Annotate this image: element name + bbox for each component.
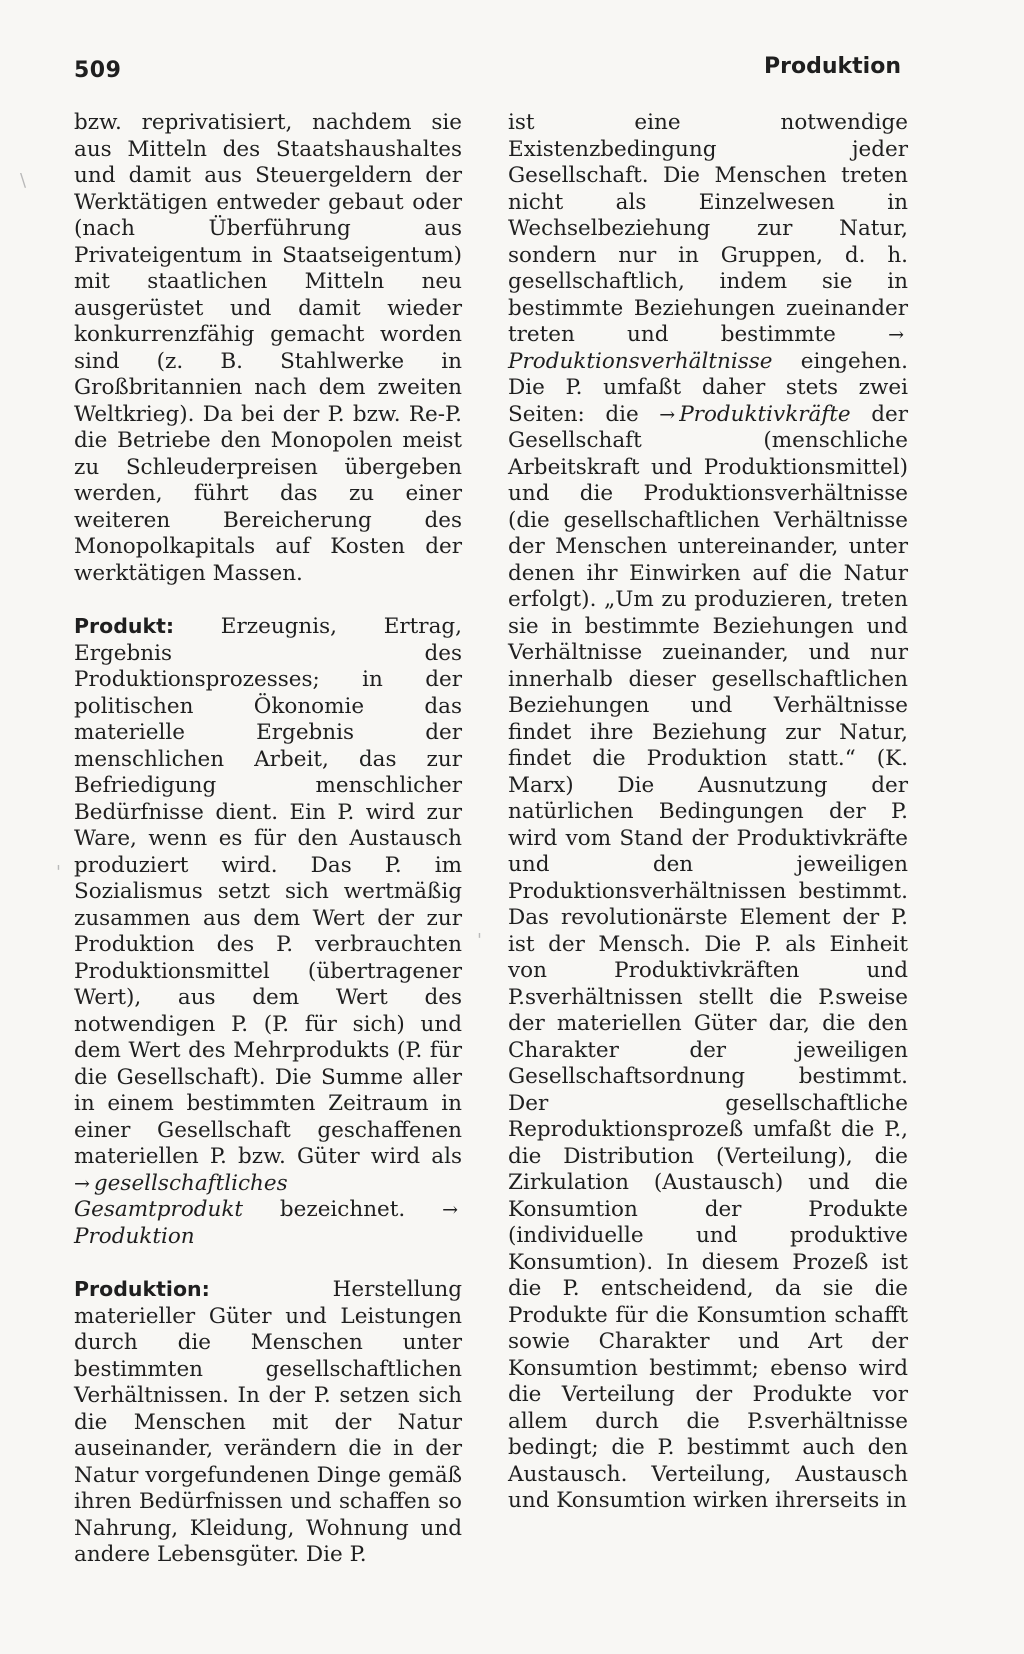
continued-entry-text: bzw. reprivatisiert, nachdem sie aus Mitteln des Staatshaushaltes und damit aus Steuergeldern der Werktätigen entweder gebaut oder (nach Überführung aus Privateigentum in Staatseigentum) mit staatlichen Mitteln neu ausgerüstet und damit wieder konkurrenzfähig gemacht worden sind (z. B. Stahlwerke in Großbritannien nach dem zweiten Weltkrieg). Da bei der P. bzw. Re-P. die Betriebe den Monopolen meist zu Schleuderpreisen übergeben werden, führt das zu einer weiteren Bereicherung des Monopolkapitals auf Kosten der werktätigen Massen.	[74, 110, 462, 586]
cross-reference-gesamtprodukt[interactable]: gesellschaftliches Gesamtprodukt	[74, 1170, 288, 1222]
left-column	[74, 110, 462, 1569]
arrow-right-icon: →	[888, 324, 904, 346]
scan-mark: \	[20, 170, 27, 191]
entry-headword-produktion: Produktion:	[74, 1277, 210, 1301]
entry-produkt	[74, 613, 462, 1250]
right-text-part1: ist eine notwendige Existenzbedingung jeder Gesellschaft. Die Menschen treten nicht als Einzelwesen in Wechselbeziehung zur Natur, sondern nur in Gruppen, d. h. gesellschaftlich, indem sie in bestimmte Beziehungen zueinander treten und bestimmte	[508, 110, 908, 347]
running-head: Produktion	[764, 54, 901, 79]
entry-produktion-continued	[508, 110, 908, 1515]
arrow-right-icon: →	[74, 1172, 90, 1195]
right-text-part3: der Gesellschaft (menschliche Arbeitskraft und Produktionsmittel) und die Produktionsverhältnisse (die gesellschaftlichen Verhältnisse der Menschen untereinander, unter denen ihr Einwirken auf die Natur erfolgt). „Um zu produzieren, treten sie in bestimmte Beziehungen und Verhältnisse zueinander, und nur innerhalb dieser gesellschaftlichen Beziehungen und Verhältnisse findet ihre Beziehung zur Natur, findet die Produktion statt.“ (K. Marx) Die Ausnutzung der natürlichen Bedingungen der P. wird vom Stand der Produktivkräfte und den jeweiligen Produktionsverhältnissen bestimmt. Das revolutionärste Element der P. ist der Mensch. Die P. als Einheit von Produktivkräften und P.sverhältnissen stellt die P.sweise der materiellen Güter dar, die den Charakter der jeweiligen Gesellschaftsordnung bestimmt. Der gesellschaftliche Reproduktionsprozeß umfaßt die P., die Distribution (Verteilung), die Zirkulation (Austausch) und die Konsumtion der Produkte (individuelle und produktive Konsumtion). In diesem Prozeß ist die P. entscheidend, da sie die Produkte für die Konsumtion schafft sowie Charakter und Art der Konsumtion bestimmt; ebenso wird die Verteilung der Produkte vor allem durch die P.sverhältnisse bedingt; die P. bestimmt auch den Austausch. Verteilung, Austausch und Konsumtion wirken ihrerseits in	[508, 401, 908, 1513]
right-column	[508, 110, 908, 1515]
entry-produktion	[74, 1276, 462, 1569]
entry-text-produkt: Erzeugnis, Ertrag, Ergebnis des Produktionsprozesses; in der politischen Ökonomie das materielle Ergebnis der menschlichen Arbeit, das zur Befriedigung menschlicher Bedürfnisse dient. Ein P. wird zur Ware, wenn es für den Austausch produziert wird. Das P. im Sozialismus setzt sich wertmäßig zusammen aus dem Wert der zur Produktion des P. verbrauchten Produktionsmittel (übertragener Wert), aus dem Wert des notwendigen P. (P. für sich) und dem Wert des Mehrprodukts (P. für die Gesellschaft). Die Summe aller in einem bestimmten Zeitraum in einer Gesellschaft geschaffenen materiellen P. bzw. Güter wird als	[74, 614, 462, 1169]
entry-text-produkt-end: bezeichnet.	[243, 1197, 443, 1222]
right-text-part2: eingehen. Die P. umfaßt daher stets zwei Seiten: die	[508, 348, 908, 427]
arrow-right-icon: →	[659, 403, 676, 426]
page-number: 509	[74, 58, 122, 83]
entry-text-produktion: Herstellung materieller Güter und Leistungen durch die Menschen unter bestimmten gesellschaftlichen Verhältnissen. In der P. setzen sich die Menschen mit der Natur auseinander, verändern die in der Natur vorgefundenen Dinge gemäß ihren Bedürfnissen und schaffen so Nahrung, Kleidung, Wohnung und andere Lebensgüter. Die P.	[74, 1277, 462, 1567]
scan-mark: '	[477, 930, 482, 951]
cross-reference-produktion[interactable]: Produktion	[74, 1223, 195, 1249]
arrow-right-icon: →	[442, 1199, 458, 1221]
cross-reference-produktionsverhaeltnisse[interactable]: Produktionsverhältnisse	[508, 348, 773, 374]
cross-reference-produktivkraefte[interactable]: Produktivkräfte	[679, 401, 851, 427]
scan-mark: '	[56, 862, 61, 883]
entry-headword-produkt: Produkt:	[74, 614, 175, 638]
